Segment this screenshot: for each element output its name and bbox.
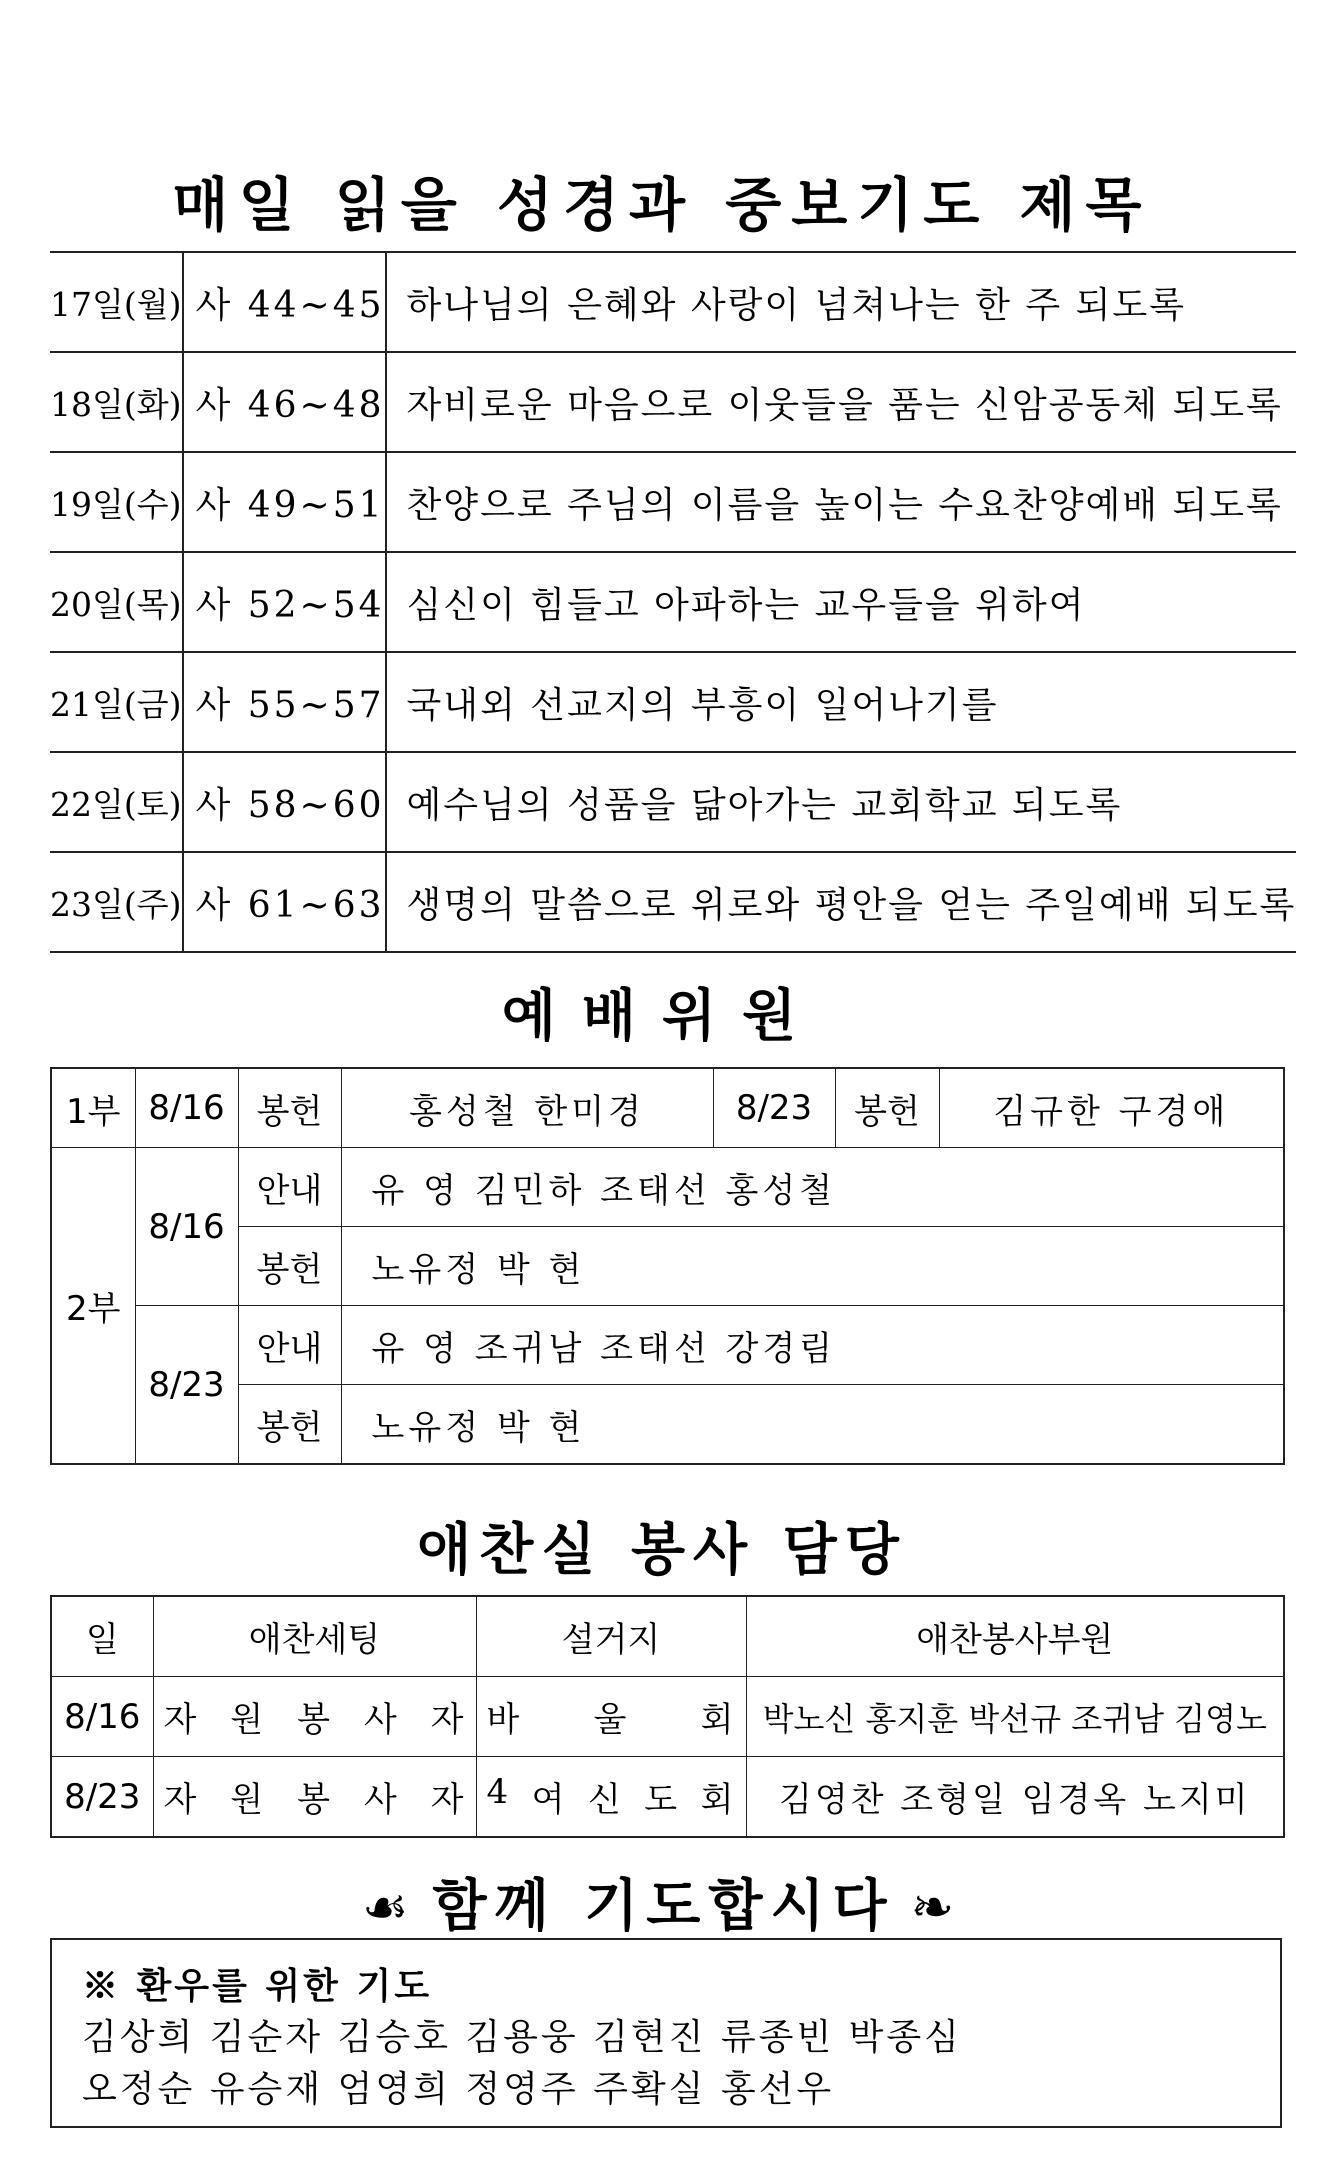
spread-char: 자 [163,1780,199,1820]
prayer-heading: ※ 환우를 위한 기도 [82,1965,433,2007]
setting-cell [153,1757,476,1838]
reference-cell: 사 55~57 [183,652,386,752]
date-cell: 8/16 [51,1677,153,1757]
kitchen-section-title: 애찬실 봉사 담당 [417,1518,907,1583]
worship-committee-table [50,1067,1285,1465]
day-cell: 18일(화) [50,352,183,452]
reference-cell: 사 61~63 [183,852,386,952]
names-cell: 노유정 박 현 [341,1385,1284,1465]
role-cell: 안내 [238,1306,341,1385]
reference-cell: 사 52~54 [183,552,386,652]
setting-cell [153,1677,476,1757]
spread-char: 바 [486,1700,522,1740]
reference-cell: 사 58~60 [183,752,386,852]
spread-char: 사 [363,1700,399,1740]
role-cell: 봉헌 [835,1068,939,1148]
spread-char: 신 [587,1780,623,1820]
members-cell: 박노신 홍지훈 박선규 조귀남 김영노 [746,1677,1284,1757]
dishes-cell [476,1757,746,1838]
date-cell: 8/23 [713,1068,835,1148]
role-cell: 봉헌 [238,1385,341,1465]
kitchen-row [51,1757,1284,1838]
ornament-right-icon: ❧ [910,1878,963,1938]
spread-char: 도 [644,1780,680,1820]
spread-char: 4 [486,1772,511,1812]
prayer-names-line: 오정순 유승재 엄영희 정영주 주확실 홍선우 [82,2069,835,2110]
prayer-title-text: 함께 기도합시다 [432,1874,895,1939]
worship-section-title: 예배위원 [501,984,823,1049]
role-cell: 안내 [238,1148,341,1227]
prayer-box [50,1938,1282,2128]
bible-row [50,752,1296,852]
day-cell: 23일(주) [50,852,183,952]
bible-section-title: 매일 읽을 성경과 중보기도 제목 [172,171,1152,239]
worship-row [51,1148,1284,1227]
role-cell: 봉헌 [238,1068,341,1148]
day-cell: 17일(월) [50,252,183,352]
bible-reading-table [50,251,1296,953]
worship-row-first [51,1068,1284,1148]
day-cell: 22일(토) [50,752,183,852]
day-cell: 21일(금) [50,652,183,752]
date-cell: 8/16 [135,1148,238,1306]
kitchen-row [51,1677,1284,1757]
reference-cell: 사 46~48 [183,352,386,452]
role-cell: 봉헌 [238,1227,341,1306]
reference-cell: 사 49~51 [183,452,386,552]
spread-char: 회 [700,1780,736,1820]
bible-row [50,852,1296,952]
spread-char: 여 [531,1780,567,1820]
date-cell: 8/16 [135,1068,238,1148]
spread-char: 봉 [297,1700,332,1740]
spread-char: 봉 [297,1780,332,1820]
names-cell: 유 영 김민하 조태선 홍성철 [341,1148,1284,1227]
date-cell: 8/23 [51,1757,153,1838]
part-label: 1부 [51,1068,135,1148]
spread-char: 자 [430,1700,466,1740]
spread-char: 원 [230,1780,266,1820]
column-header: 설거지 [476,1596,746,1677]
bible-row [50,652,1296,752]
bible-row [50,452,1296,552]
day-cell: 19일(수) [50,452,183,552]
members-cell: 김영찬 조형일 임경옥 노지미 [746,1757,1284,1838]
dishes-cell [476,1677,746,1757]
topic-cell: 예수님의 성품을 닮아가는 교회학교 되도록 [386,752,1297,852]
part-label: 2부 [51,1148,135,1465]
bible-row [50,252,1296,352]
spread-text [477,1692,746,1741]
spread-char: 자 [163,1700,199,1740]
topic-cell: 국내외 선교지의 부흥이 일어나기를 [386,652,1297,752]
spread-char: 사 [363,1780,399,1820]
prayer-names-line: 김상희 김순자 김승호 김용웅 김현진 류종빈 박종심 [82,2017,962,2058]
bible-row [50,352,1296,452]
reference-cell: 사 44~45 [183,252,386,352]
ornament-left-icon: ☙ [361,1878,417,1938]
worship-row [51,1306,1284,1385]
names-cell: 유 영 조귀남 조태선 강경림 [341,1306,1284,1385]
topic-cell: 찬양으로 주님의 이름을 높이는 수요찬양예배 되도록 [386,452,1297,552]
column-header: 애찬봉사부원 [746,1596,1284,1677]
spread-text [477,1772,746,1821]
names-cell: 노유정 박 현 [341,1227,1284,1306]
date-cell: 8/23 [135,1306,238,1465]
names-cell: 김규한 구경애 [939,1068,1284,1148]
spread-char: 원 [230,1700,266,1740]
spread-text [154,1772,476,1821]
day-cell: 20일(목) [50,552,183,652]
topic-cell: 자비로운 마음으로 이웃들을 품는 신암공동체 되도록 [386,352,1297,452]
prayer-section-title [0,1862,1324,1942]
kitchen-header-row [51,1596,1284,1677]
bible-row [50,552,1296,652]
names-cell: 홍성철 한미경 [341,1068,713,1148]
topic-cell: 생명의 말씀으로 위로와 평안을 얻는 주일예배 되도록 [386,852,1297,952]
spread-char: 회 [700,1700,736,1740]
topic-cell: 하나님의 은혜와 사랑이 넘쳐나는 한 주 되도록 [406,284,1186,326]
topic-cell: 심신이 힘들고 아파하는 교우들을 위하여 [386,552,1297,652]
spread-char: 울 [593,1700,629,1740]
kitchen-service-table [50,1595,1285,1838]
spread-text [154,1692,476,1741]
column-header: 애찬세팅 [153,1596,476,1677]
column-header: 일 [51,1596,153,1677]
spread-char: 자 [430,1780,466,1820]
